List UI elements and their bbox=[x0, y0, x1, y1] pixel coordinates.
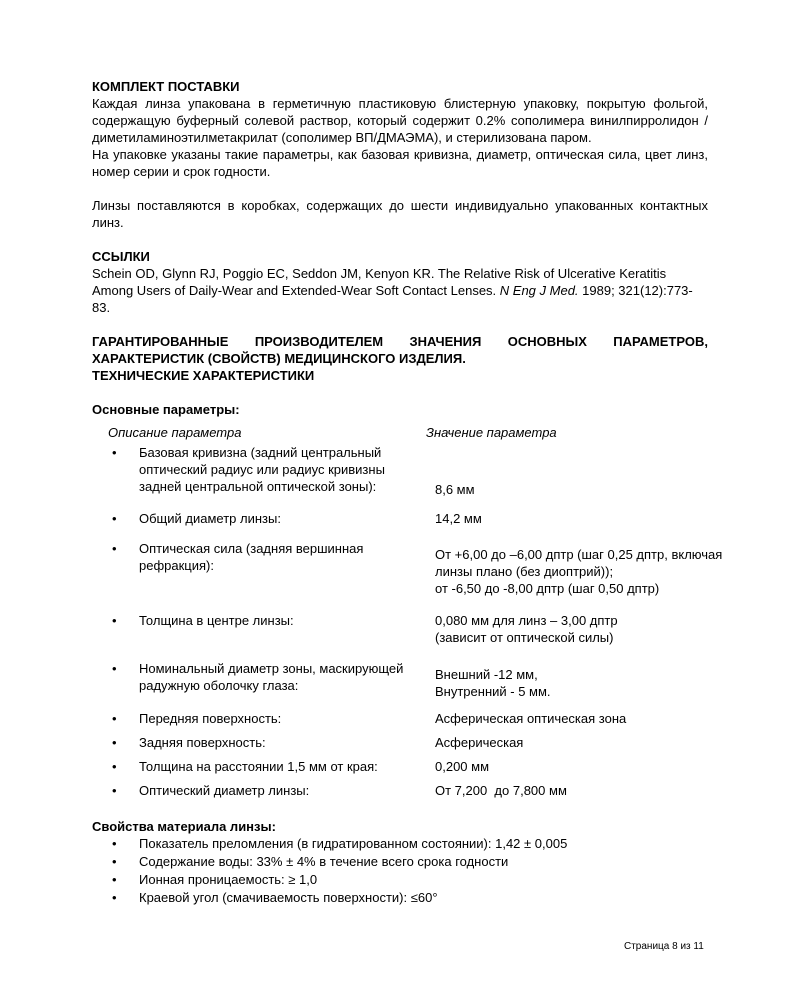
material-properties-list bbox=[92, 835, 708, 907]
param-label: Номинальный диаметр зоны, маскирующей радужную оболочку глаза: bbox=[139, 661, 404, 693]
main-params-table bbox=[92, 424, 723, 802]
param-row-base-curve bbox=[92, 444, 708, 510]
param-row-back-surface bbox=[92, 734, 708, 758]
bullet: • bbox=[112, 445, 117, 460]
param-value: Внешний -12 мм, Внутренний - 5 мм. bbox=[435, 667, 551, 699]
column-header-value: Значение параметра bbox=[426, 425, 557, 440]
param-row-diameter bbox=[92, 510, 708, 540]
bullet: • bbox=[112, 890, 117, 905]
bullet: • bbox=[112, 854, 117, 869]
param-row-edge-thickness bbox=[92, 758, 708, 782]
material-heading: Свойства материала линзы: bbox=[92, 819, 276, 834]
material-property: Краевой угол (смачиваемость поверхности): ≤60° bbox=[139, 890, 438, 905]
param-row-iris-zone bbox=[92, 660, 708, 710]
param-row-center-thickness bbox=[92, 612, 708, 660]
guaranteed-heading-line-1: ГАРАНТИРОВАННЫЕ ПРОИЗВОДИТЕЛЕМ ЗНАЧЕНИЯ ОСНОВНЫХ ПАРАМЕТРОВ, bbox=[92, 334, 708, 349]
reference-journal: N Eng J Med. bbox=[499, 283, 579, 298]
reference-year-pages: 1989; 321(12):773-83. bbox=[92, 283, 693, 315]
param-label: Базовая кривизна (задний центральный оптический радиус или радиус кривизны задней центральной оптической зоны): bbox=[139, 445, 385, 494]
list-item bbox=[92, 853, 708, 871]
bullet: • bbox=[112, 759, 117, 774]
param-value: 14,2 мм bbox=[435, 511, 482, 526]
column-header-description: Описание параметра bbox=[108, 425, 242, 440]
guaranteed-heading-line-2: ХАРАКТЕРИСТИК (СВОЙСТВ) МЕДИЦИНСКОГО ИЗДЕЛИЯ. bbox=[92, 351, 466, 366]
bullet: • bbox=[112, 872, 117, 887]
param-row-front-surface bbox=[92, 710, 708, 734]
main-params-header bbox=[92, 424, 708, 444]
param-value: От +6,00 до –6,00 дптр (шаг 0,25 дптр, включая линзы плано (без диоптрий)); от -6,50 до -8,00 дптр (шаг 0,50 дптр) bbox=[435, 547, 723, 596]
param-label: Толщина в центре линзы: bbox=[139, 613, 294, 628]
delivery-paragraph-1: Каждая линза упакована в герметичную пластиковую блистерную упаковку, покрытую фольгой, содержащую буферный солевой раствор, который содержит 0.2% сополимера винилпирролидон / диметиламиноэтилметакрилат (сополимер ВП/ДМАЭМА), и стерилизована паром. bbox=[92, 96, 708, 145]
param-label: Задняя поверхность: bbox=[139, 735, 266, 750]
material-property: Показатель преломления (в гидратированном состоянии): 1,42 ± 0,005 bbox=[139, 836, 568, 851]
param-value: 8,6 мм bbox=[435, 482, 475, 497]
param-value: 0,200 мм bbox=[435, 759, 490, 774]
bullet: • bbox=[112, 711, 117, 726]
param-row-optical-diameter bbox=[92, 782, 708, 802]
main-params-heading: Основные параметры: bbox=[92, 402, 240, 417]
bullet: • bbox=[112, 613, 117, 628]
reference-entry bbox=[92, 265, 702, 316]
param-value: 0,080 мм для линз – 3,00 дптр (зависит от оптической силы) bbox=[435, 613, 618, 645]
bullet: • bbox=[112, 661, 117, 676]
param-value: Асферическая bbox=[435, 735, 524, 750]
param-label: Передняя поверхность: bbox=[139, 711, 282, 726]
param-value: Асферическая оптическая зона bbox=[435, 711, 627, 726]
param-value: От 7,200 до 7,800 мм bbox=[435, 783, 567, 798]
list-item bbox=[92, 871, 708, 889]
param-label: Оптическая сила (задняя вершинная рефракция): bbox=[139, 541, 364, 573]
bullet: • bbox=[112, 735, 117, 750]
list-item bbox=[92, 835, 708, 853]
param-label: Оптический диаметр линзы: bbox=[139, 783, 310, 798]
reference-text: Schein OD, Glynn RJ, Poggio EC, Seddon JM, Kenyon KR. The Relative Risk of Ulcerative Keratitis Among Users of Daily-Wear and Extended-Wear Soft Contact Lenses. bbox=[92, 266, 667, 298]
technical-specs-heading: ТЕХНИЧЕСКИЕ ХАРАКТЕРИСТИКИ bbox=[92, 368, 315, 383]
bullet: • bbox=[112, 783, 117, 798]
document-page bbox=[92, 78, 723, 907]
bullet: • bbox=[112, 511, 117, 526]
bullet: • bbox=[112, 541, 117, 556]
param-label: Толщина на расстоянии 1,5 мм от края: bbox=[139, 759, 378, 774]
material-property: Ионная проницаемость: ≥ 1,0 bbox=[139, 872, 318, 887]
delivery-heading: КОМПЛЕКТ ПОСТАВКИ bbox=[92, 79, 240, 94]
param-row-optical-power bbox=[92, 540, 723, 612]
bullet: • bbox=[112, 836, 117, 851]
material-property: Содержание воды: 33% ± 4% в течение всего срока годности bbox=[139, 854, 509, 869]
list-item bbox=[92, 889, 708, 907]
page-number: Страница 8 из 11 bbox=[624, 941, 704, 952]
references-heading: ССЫЛКИ bbox=[92, 249, 150, 264]
param-label: Общий диаметр линзы: bbox=[139, 511, 281, 526]
delivery-paragraph-2: На упаковке указаны такие параметры, как базовая кривизна, диаметр, оптическая сила, цвет линз, номер серии и срок годности. bbox=[92, 147, 708, 179]
delivery-paragraph-3: Линзы поставляются в коробках, содержащих до шести индивидуально упакованных контактных линз. bbox=[92, 198, 708, 230]
